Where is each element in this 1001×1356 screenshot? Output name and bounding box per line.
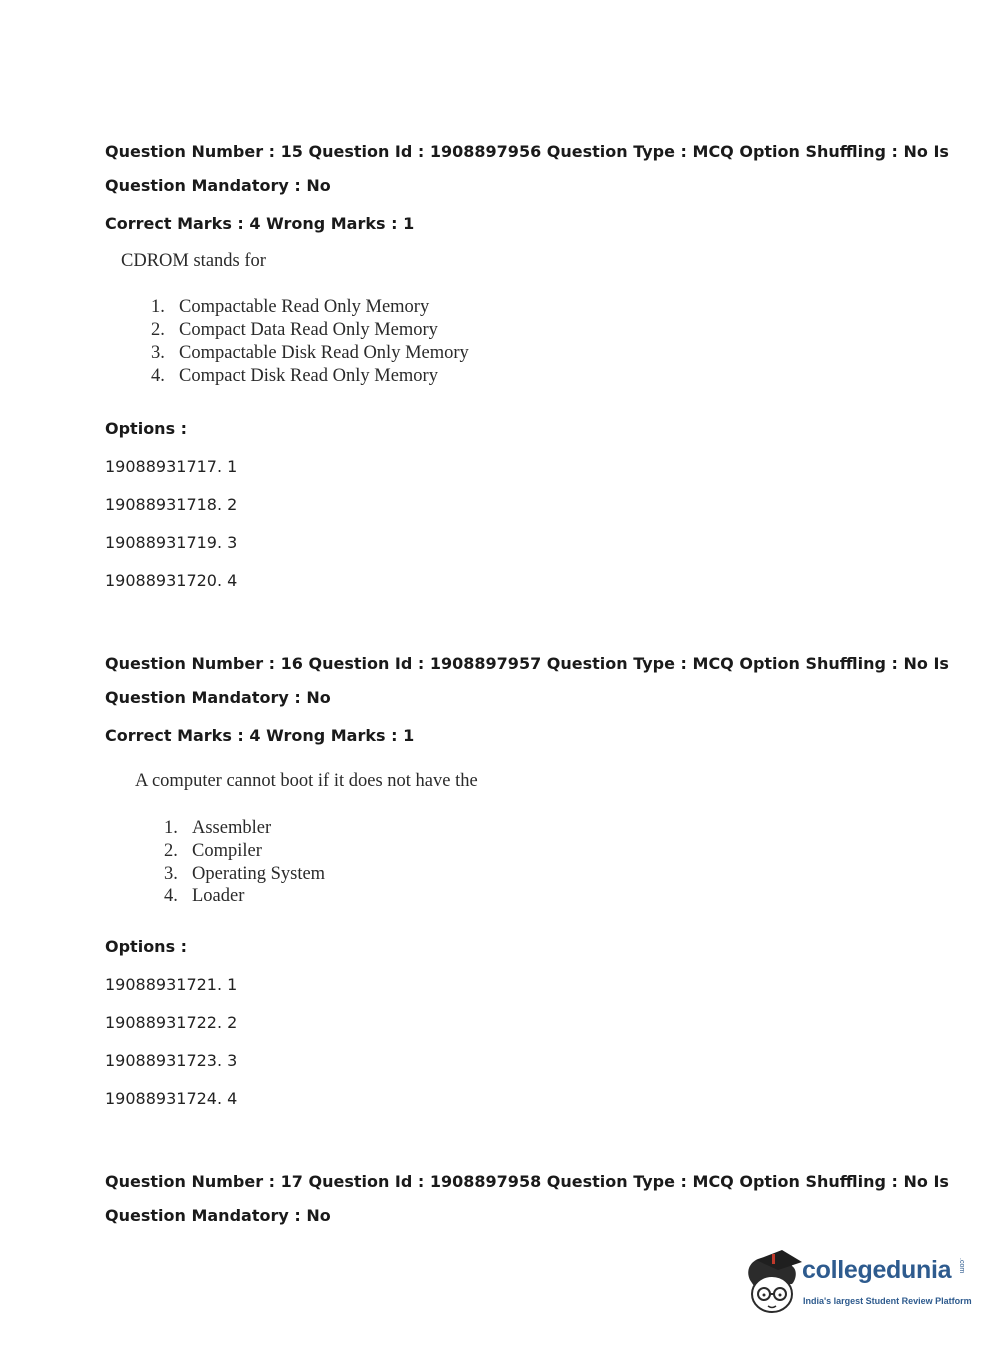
option-item: 19088931722. 2 bbox=[105, 1013, 238, 1032]
question-meta-line2: Question Mandatory : No bbox=[105, 176, 331, 195]
option-item: 19088931720. 4 bbox=[105, 571, 238, 590]
option-item: 19088931718. 2 bbox=[105, 495, 238, 514]
option-item: 19088931723. 3 bbox=[105, 1051, 238, 1070]
choice-item: 3. Operating System bbox=[164, 864, 326, 884]
option-item: 19088931719. 3 bbox=[105, 533, 238, 552]
choice-item: 3. Compactable Disk Read Only Memory bbox=[151, 343, 469, 363]
question-meta-line2: Question Mandatory : No bbox=[105, 688, 331, 707]
logo-suffix: .com bbox=[958, 1258, 965, 1274]
logo-tagline: India's largest Student Review Platform bbox=[803, 1296, 972, 1306]
choice-item: 4. Loader bbox=[164, 886, 245, 906]
option-item: 19088931721. 1 bbox=[105, 975, 238, 994]
options-label: Options : bbox=[105, 937, 188, 956]
question-meta-line1: Question Number : 15 Question Id : 1908897956 Question Type : MCQ Option Shuffling : No Is bbox=[105, 142, 949, 161]
choice-item: 1. Assembler bbox=[164, 818, 272, 838]
question-meta-line1: Question Number : 17 Question Id : 1908897958 Question Type : MCQ Option Shuffling : No Is bbox=[105, 1172, 949, 1191]
collegedunia-logo[interactable] bbox=[742, 1250, 972, 1320]
options-label: Options : bbox=[105, 419, 188, 438]
option-item: 19088931717. 1 bbox=[105, 457, 238, 476]
mascot-icon bbox=[742, 1250, 804, 1318]
question-marks: Correct Marks : 4 Wrong Marks : 1 bbox=[105, 726, 415, 745]
question-marks: Correct Marks : 4 Wrong Marks : 1 bbox=[105, 214, 415, 233]
question-meta-line2: Question Mandatory : No bbox=[105, 1206, 331, 1225]
question-stem: CDROM stands for bbox=[121, 251, 266, 271]
logo-wordmark: collegedunia bbox=[802, 1256, 952, 1284]
mascot-eye-left bbox=[763, 1294, 766, 1297]
choice-item: 2. Compact Data Read Only Memory bbox=[151, 320, 438, 340]
question-meta-line1: Question Number : 16 Question Id : 1908897957 Question Type : MCQ Option Shuffling : No Is bbox=[105, 654, 949, 673]
mascot-eye-right bbox=[779, 1294, 782, 1297]
mascot-cap-tassel bbox=[772, 1254, 775, 1264]
option-item: 19088931724. 4 bbox=[105, 1089, 238, 1108]
choice-item: 2. Compiler bbox=[164, 841, 262, 861]
question-stem: A computer cannot boot if it does not have the bbox=[135, 771, 478, 791]
choice-item: 4. Compact Disk Read Only Memory bbox=[151, 366, 438, 386]
choice-item: 1. Compactable Read Only Memory bbox=[151, 297, 430, 317]
